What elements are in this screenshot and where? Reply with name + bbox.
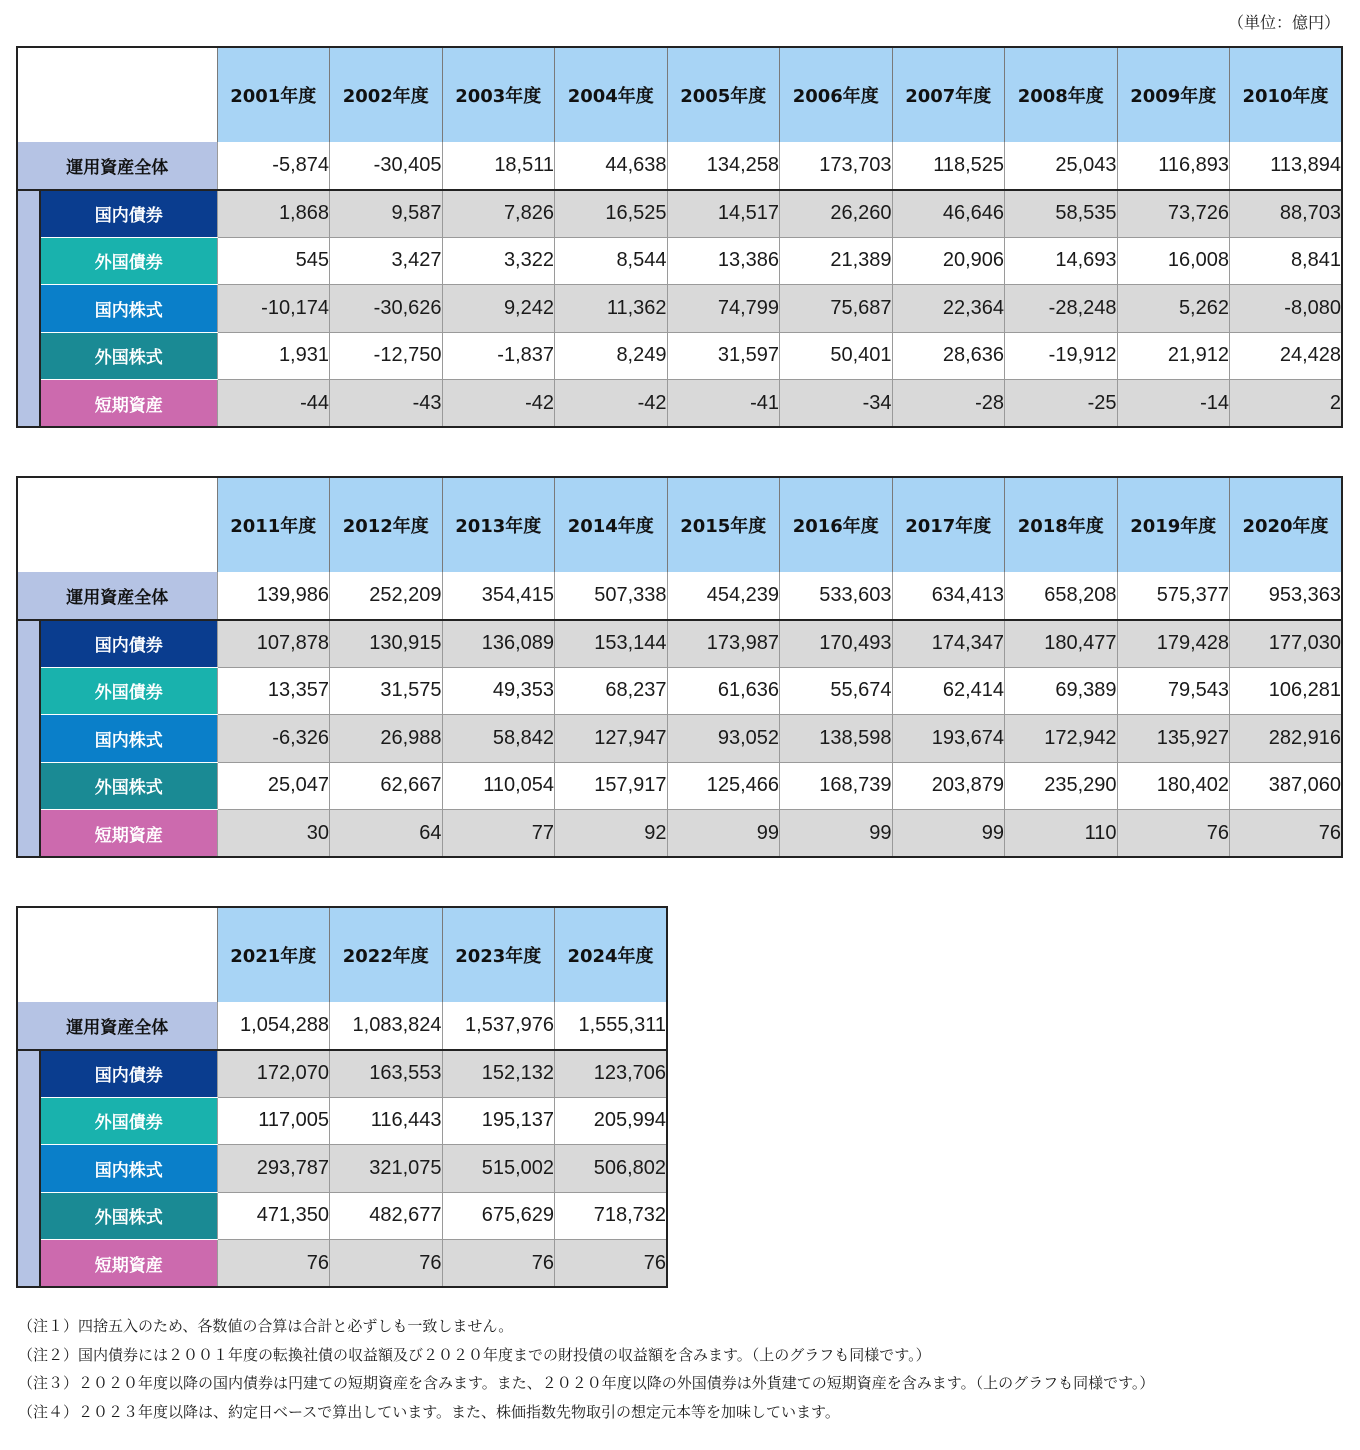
value-cell: 30 [217, 810, 330, 858]
value-cell: 46,646 [892, 190, 1005, 238]
value-cell: 58,842 [442, 715, 555, 763]
total-value-cell: 1,537,976 [442, 1002, 555, 1050]
year-header: 2013年度 [442, 477, 555, 572]
table-row-domestic-bonds [17, 620, 1342, 668]
category-label-domestic-equities: 国内株式 [40, 1145, 217, 1193]
value-cell: 515,002 [442, 1145, 555, 1193]
value-cell: 157,917 [555, 762, 668, 810]
value-cell: 22,364 [892, 285, 1005, 333]
value-cell: 195,137 [442, 1097, 555, 1145]
category-label-foreign-equities: 外国株式 [40, 762, 217, 810]
value-cell: 3,322 [442, 237, 555, 285]
category-label-foreign-bonds: 外国債券 [40, 1097, 217, 1145]
total-value-cell: 1,083,824 [330, 1002, 443, 1050]
value-cell: -14 [1117, 380, 1230, 428]
value-cell: 16,008 [1117, 237, 1230, 285]
category-label-short-term-assets: 短期資産 [40, 1240, 217, 1288]
returns-table-2001-2010 [16, 46, 1343, 428]
value-cell: 9,587 [330, 190, 443, 238]
value-cell: 5,262 [1117, 285, 1230, 333]
value-cell: 88,703 [1230, 190, 1343, 238]
year-header: 2010年度 [1230, 47, 1343, 142]
value-cell: 93,052 [667, 715, 780, 763]
value-cell: 62,414 [892, 667, 1005, 715]
value-cell: 170,493 [780, 620, 893, 668]
value-cell: 92 [555, 810, 668, 858]
total-value-cell: -30,405 [330, 142, 443, 190]
year-header: 2021年度 [217, 907, 330, 1002]
category-label-foreign-equities: 外国株式 [40, 1192, 217, 1240]
year-header: 2007年度 [892, 47, 1005, 142]
value-cell: 321,075 [330, 1145, 443, 1193]
value-cell: 387,060 [1230, 762, 1343, 810]
value-cell: 76 [217, 1240, 330, 1288]
value-cell: 76 [1230, 810, 1343, 858]
year-header: 2004年度 [555, 47, 668, 142]
category-label-foreign-bonds: 外国債券 [40, 667, 217, 715]
value-cell: 14,693 [1005, 237, 1118, 285]
note-3: （注３）２０２０年度以降の国内債券は円建ての短期資産を含みます。また、２０２０年度以降の外国債券は外貨建ての短期資産を含みます。（上のグラフも同様です。） [18, 1374, 1155, 1392]
value-cell: 203,879 [892, 762, 1005, 810]
corner-cell [17, 47, 217, 142]
value-cell: 235,290 [1005, 762, 1118, 810]
table-row-total [17, 572, 1342, 620]
category-label-domestic-bonds: 国内債券 [40, 1050, 217, 1098]
value-cell: 61,636 [667, 667, 780, 715]
year-header: 2016年度 [780, 477, 893, 572]
total-value-cell: 25,043 [1005, 142, 1118, 190]
value-cell: 62,667 [330, 762, 443, 810]
value-cell: 675,629 [442, 1192, 555, 1240]
value-cell: 179,428 [1117, 620, 1230, 668]
total-value-cell: 116,893 [1117, 142, 1230, 190]
total-value-cell: 454,239 [667, 572, 780, 620]
value-cell: 13,357 [217, 667, 330, 715]
value-cell: 136,089 [442, 620, 555, 668]
value-cell: 76 [330, 1240, 443, 1288]
value-cell: 718,732 [555, 1192, 668, 1240]
total-value-cell: 139,986 [217, 572, 330, 620]
total-value-cell: 113,894 [1230, 142, 1343, 190]
value-cell: 127,947 [555, 715, 668, 763]
value-cell: 76 [1117, 810, 1230, 858]
value-cell: 152,132 [442, 1050, 555, 1098]
value-cell: 110 [1005, 810, 1118, 858]
year-header: 2003年度 [442, 47, 555, 142]
total-label: 運用資産全体 [17, 1002, 217, 1050]
value-cell: 135,927 [1117, 715, 1230, 763]
note-1: （注１）四捨五入のため、各数値の合算は合計と必ずしも一致しません。 [18, 1317, 514, 1335]
table-row-foreign-bonds [17, 237, 1342, 285]
value-cell: 193,674 [892, 715, 1005, 763]
value-cell: -44 [217, 380, 330, 428]
returns-table-2021-2024 [16, 906, 668, 1288]
value-cell: 31,597 [667, 332, 780, 380]
year-header: 2009年度 [1117, 47, 1230, 142]
value-cell: 163,553 [330, 1050, 443, 1098]
value-cell: 75,687 [780, 285, 893, 333]
year-header: 2022年度 [330, 907, 443, 1002]
category-label-short-term-assets: 短期資産 [40, 810, 217, 858]
value-cell: 8,544 [555, 237, 668, 285]
year-header: 2024年度 [555, 907, 668, 1002]
table-row-short-term-assets [17, 1240, 667, 1288]
category-label-domestic-equities: 国内株式 [40, 285, 217, 333]
value-cell: 153,144 [555, 620, 668, 668]
value-cell: 506,802 [555, 1145, 668, 1193]
value-cell: 1,868 [217, 190, 330, 238]
value-cell: -42 [555, 380, 668, 428]
value-cell: 117,005 [217, 1097, 330, 1145]
value-cell: 55,674 [780, 667, 893, 715]
value-cell: 7,826 [442, 190, 555, 238]
table-row-domestic-bonds [17, 190, 1342, 238]
value-cell: 76 [442, 1240, 555, 1288]
category-label-foreign-bonds: 外国債券 [40, 237, 217, 285]
value-cell: 64 [330, 810, 443, 858]
value-cell: -1,837 [442, 332, 555, 380]
total-value-cell: 354,415 [442, 572, 555, 620]
year-header: 2006年度 [780, 47, 893, 142]
value-cell: 74,799 [667, 285, 780, 333]
value-cell: 123,706 [555, 1050, 668, 1098]
value-cell: 180,402 [1117, 762, 1230, 810]
year-header: 2001年度 [217, 47, 330, 142]
value-cell: -34 [780, 380, 893, 428]
total-label: 運用資産全体 [17, 572, 217, 620]
year-header: 2008年度 [1005, 47, 1118, 142]
table-row-total [17, 142, 1342, 190]
table-row-foreign-equities [17, 1192, 667, 1240]
value-cell: -28,248 [1005, 285, 1118, 333]
total-value-cell: 18,511 [442, 142, 555, 190]
value-cell: 14,517 [667, 190, 780, 238]
value-cell: 99 [892, 810, 1005, 858]
category-label-domestic-bonds: 国内債券 [40, 190, 217, 238]
note-4: （注４）２０２３年度以降は、約定日ベースで算出しています。また、株価指数先物取引の想定元本等を加味しています。 [18, 1402, 840, 1421]
table-row-short-term-assets [17, 810, 1342, 858]
value-cell: 130,915 [330, 620, 443, 668]
table-row-foreign-bonds [17, 1097, 667, 1145]
value-cell: 180,477 [1005, 620, 1118, 668]
value-cell: 177,030 [1230, 620, 1343, 668]
value-cell: 9,242 [442, 285, 555, 333]
value-cell: 545 [217, 237, 330, 285]
value-cell: 471,350 [217, 1192, 330, 1240]
value-cell: 16,525 [555, 190, 668, 238]
total-label: 運用資産全体 [17, 142, 217, 190]
value-cell: -8,080 [1230, 285, 1343, 333]
returns-table-2011-2020 [16, 476, 1343, 858]
value-cell: 1,931 [217, 332, 330, 380]
value-cell: 25,047 [217, 762, 330, 810]
value-cell: 168,739 [780, 762, 893, 810]
year-header: 2012年度 [330, 477, 443, 572]
total-value-cell: -5,874 [217, 142, 330, 190]
table-row-foreign-equities [17, 332, 1342, 380]
total-value-cell: 44,638 [555, 142, 668, 190]
value-cell: 293,787 [217, 1145, 330, 1193]
value-cell: 125,466 [667, 762, 780, 810]
value-cell: -43 [330, 380, 443, 428]
total-value-cell: 658,208 [1005, 572, 1118, 620]
year-header: 2002年度 [330, 47, 443, 142]
total-value-cell: 252,209 [330, 572, 443, 620]
indent-bar [17, 190, 40, 428]
value-cell: 116,443 [330, 1097, 443, 1145]
category-label-domestic-bonds: 国内債券 [40, 620, 217, 668]
table-row-domestic-equities [17, 1145, 667, 1193]
value-cell: 69,389 [1005, 667, 1118, 715]
total-value-cell: 507,338 [555, 572, 668, 620]
value-cell: 3,427 [330, 237, 443, 285]
year-header: 2015年度 [667, 477, 780, 572]
value-cell: 21,912 [1117, 332, 1230, 380]
table-row-domestic-equities [17, 285, 1342, 333]
value-cell: 482,677 [330, 1192, 443, 1240]
value-cell: -41 [667, 380, 780, 428]
total-value-cell: 134,258 [667, 142, 780, 190]
table-row-domestic-bonds [17, 1050, 667, 1098]
year-header: 2014年度 [555, 477, 668, 572]
category-label-domestic-equities: 国内株式 [40, 715, 217, 763]
value-cell: 138,598 [780, 715, 893, 763]
value-cell: -28 [892, 380, 1005, 428]
total-value-cell: 575,377 [1117, 572, 1230, 620]
value-cell: 50,401 [780, 332, 893, 380]
value-cell: 21,389 [780, 237, 893, 285]
value-cell: 172,070 [217, 1050, 330, 1098]
value-cell: 2 [1230, 380, 1343, 428]
value-cell: 107,878 [217, 620, 330, 668]
year-header: 2019年度 [1117, 477, 1230, 572]
table-row-foreign-bonds [17, 667, 1342, 715]
value-cell: -19,912 [1005, 332, 1118, 380]
note-2: （注２）国内債券には２００１年度の転換社債の収益額及び２０２０年度までの財投債の収益額を含みます。（上のグラフも同様です。） [18, 1345, 931, 1364]
year-header: 2011年度 [217, 477, 330, 572]
value-cell: 282,916 [1230, 715, 1343, 763]
year-header: 2017年度 [892, 477, 1005, 572]
total-value-cell: 173,703 [780, 142, 893, 190]
value-cell: 31,575 [330, 667, 443, 715]
value-cell: 49,353 [442, 667, 555, 715]
year-header: 2020年度 [1230, 477, 1343, 572]
value-cell: 79,543 [1117, 667, 1230, 715]
value-cell: 13,386 [667, 237, 780, 285]
value-cell: 77 [442, 810, 555, 858]
table-row-total [17, 1002, 667, 1050]
year-header: 2023年度 [442, 907, 555, 1002]
value-cell: 24,428 [1230, 332, 1343, 380]
value-cell: -25 [1005, 380, 1118, 428]
category-label-foreign-equities: 外国株式 [40, 332, 217, 380]
value-cell: 8,249 [555, 332, 668, 380]
year-header: 2005年度 [667, 47, 780, 142]
value-cell: 26,260 [780, 190, 893, 238]
value-cell: 205,994 [555, 1097, 668, 1145]
indent-bar [17, 620, 40, 858]
indent-bar [17, 1050, 40, 1288]
value-cell: -10,174 [217, 285, 330, 333]
footnotes [18, 1312, 1154, 1426]
value-cell: 99 [667, 810, 780, 858]
value-cell: 76 [555, 1240, 668, 1288]
value-cell: 106,281 [1230, 667, 1343, 715]
value-cell: 73,726 [1117, 190, 1230, 238]
value-cell: 174,347 [892, 620, 1005, 668]
value-cell: 20,906 [892, 237, 1005, 285]
value-cell: 99 [780, 810, 893, 858]
value-cell: 28,636 [892, 332, 1005, 380]
table-row-foreign-equities [17, 762, 1342, 810]
value-cell: 11,362 [555, 285, 668, 333]
value-cell: 68,237 [555, 667, 668, 715]
value-cell: 8,841 [1230, 237, 1343, 285]
category-label-short-term-assets: 短期資産 [40, 380, 217, 428]
corner-cell [17, 907, 217, 1002]
value-cell: -6,326 [217, 715, 330, 763]
value-cell: 173,987 [667, 620, 780, 668]
value-cell: 110,054 [442, 762, 555, 810]
total-value-cell: 1,555,311 [555, 1002, 668, 1050]
value-cell: 172,942 [1005, 715, 1118, 763]
table-row-domestic-equities [17, 715, 1342, 763]
table-row-short-term-assets [17, 380, 1342, 428]
total-value-cell: 634,413 [892, 572, 1005, 620]
unit-label: （単位：億円） [1227, 13, 1340, 32]
total-value-cell: 1,054,288 [217, 1002, 330, 1050]
value-cell: -30,626 [330, 285, 443, 333]
value-cell: -42 [442, 380, 555, 428]
value-cell: 26,988 [330, 715, 443, 763]
total-value-cell: 118,525 [892, 142, 1005, 190]
value-cell: -12,750 [330, 332, 443, 380]
total-value-cell: 953,363 [1230, 572, 1343, 620]
value-cell: 58,535 [1005, 190, 1118, 238]
year-header: 2018年度 [1005, 477, 1118, 572]
corner-cell [17, 477, 217, 572]
total-value-cell: 533,603 [780, 572, 893, 620]
